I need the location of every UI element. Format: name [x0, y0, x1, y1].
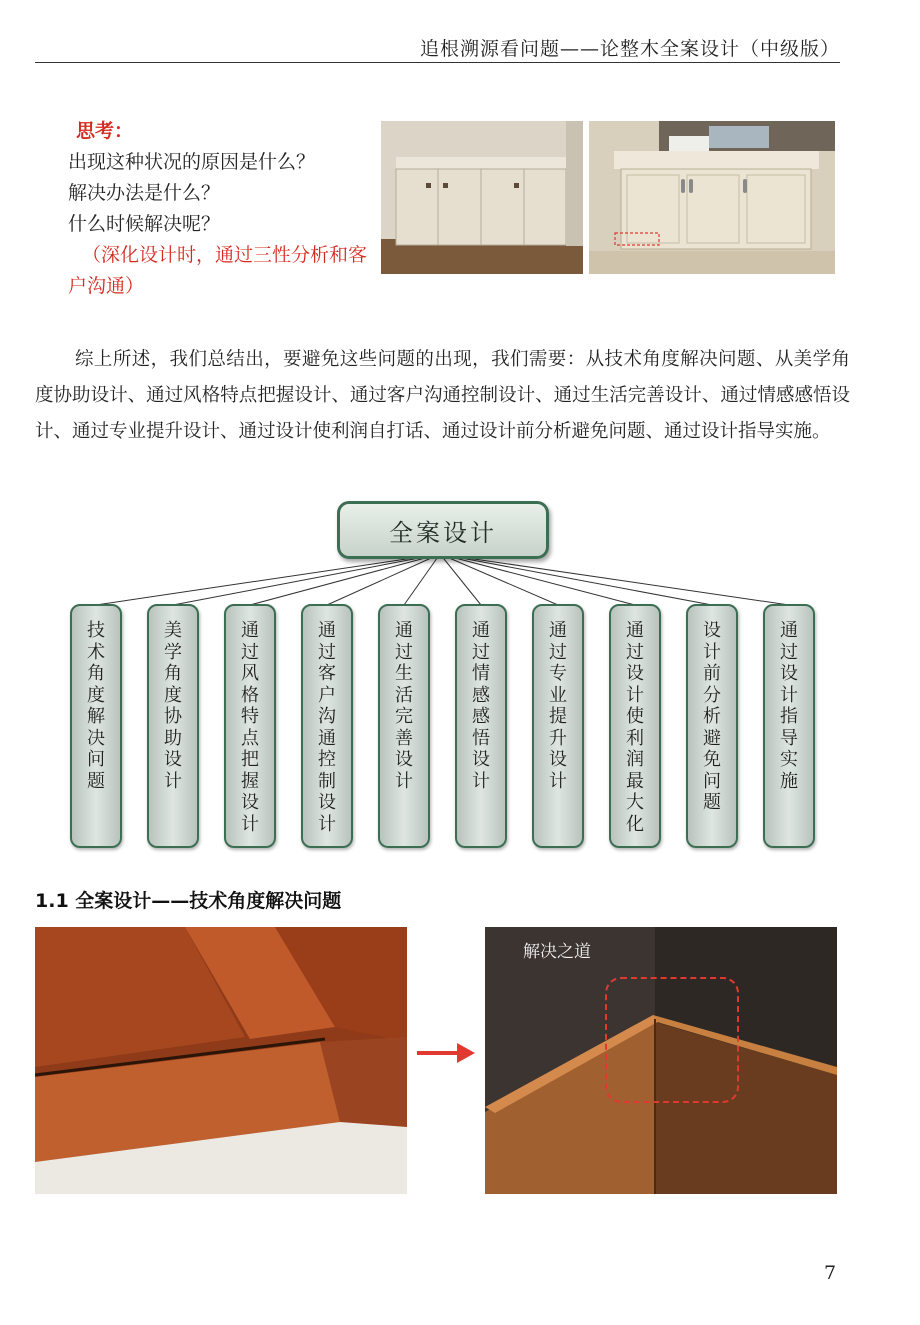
- diagram-child-node: [301, 604, 353, 848]
- diagram-child-node: [455, 604, 507, 848]
- think-answer-line-2: 户沟通）: [68, 275, 145, 297]
- think-question-1: 出现这种状况的原因是什么？: [68, 151, 316, 173]
- solution-photo: [485, 927, 837, 1194]
- diagram-child-node: [609, 604, 661, 848]
- cabinet-photo-1: [381, 121, 583, 274]
- diagram-connector-line: [173, 554, 440, 605]
- diagram-child-node: [378, 604, 430, 848]
- diagram-child-label: 美学角度协助设计: [164, 620, 182, 792]
- diagram-child-label: 技术角度解决问题: [87, 620, 105, 792]
- diagram-connector-line: [440, 554, 558, 605]
- diagram-child-node: [224, 604, 276, 848]
- think-label: 思考：: [76, 120, 134, 142]
- diagram-connector-line: [440, 554, 789, 605]
- solution-label: 解决之道: [523, 942, 591, 962]
- diagram-connector-line: [440, 554, 712, 605]
- diagram-child-label: 通过设计使利润最大化: [626, 620, 644, 835]
- diagram-connector-line: [440, 554, 481, 605]
- section-heading: 1.1 全案设计——技术角度解决问题: [35, 890, 342, 912]
- cabinet-photo-2: [589, 121, 835, 274]
- running-header: 追根溯源看问题——论整木全案设计（中级版）: [419, 38, 840, 60]
- diagram-connector-line: [327, 554, 440, 605]
- diagram-child-label: 设计前分析避免问题: [703, 620, 721, 813]
- diagram-child-label: 通过专业 提升设计: [549, 620, 585, 792]
- think-question-2: 解决办法是什么？: [68, 182, 221, 204]
- diagram-child-node: [686, 604, 738, 848]
- summary-paragraph: 综上所述，我们总结出，要避免这些问题的出现，我们需要：从技术角度解决问题、从美学角度协助设计、通过风格特点把握设计、通过客户沟通控制设计、通过生活完善设计、通过情感感悟设计、通过专业提升设计、通过设计使利润自打话、通过设计前分析避免问题、通过设计指导实施。: [35, 349, 850, 442]
- diagram-connector-line: [440, 554, 635, 605]
- diagram-child-label: 通过客户沟通控制设计: [318, 620, 336, 835]
- think-answer: [68, 240, 388, 302]
- diagram-child-node: [532, 604, 584, 848]
- think-question-3: 什么时候解决呢？: [68, 213, 221, 235]
- arrow-right-icon: [415, 1040, 477, 1066]
- diagram-child-label: 通过情感 感悟设计: [472, 620, 508, 792]
- diagram-child-node: [763, 604, 815, 848]
- diagram-connector-line: [404, 554, 440, 605]
- think-block: [68, 116, 388, 302]
- diagram-child-label: 通过风格特点把握设计: [241, 620, 259, 835]
- highlight-marker: [605, 977, 739, 1103]
- diagram-child-label: 通过设计指导实施: [780, 620, 798, 792]
- diagram-child-node: [147, 604, 199, 848]
- problem-photo: [35, 927, 407, 1194]
- diagram-child-label: 通过生活 完善设计: [395, 620, 431, 792]
- page-number: 7: [824, 1262, 837, 1284]
- header-divider: [35, 62, 840, 63]
- diagram-root-node: 全案设计: [337, 501, 549, 559]
- think-answer-line-1: （深化设计时，通过三性分析和客: [82, 244, 368, 266]
- diagram-child-node: [70, 604, 122, 848]
- diagram-connector-line: [96, 554, 440, 605]
- diagram-connector-line: [250, 554, 440, 605]
